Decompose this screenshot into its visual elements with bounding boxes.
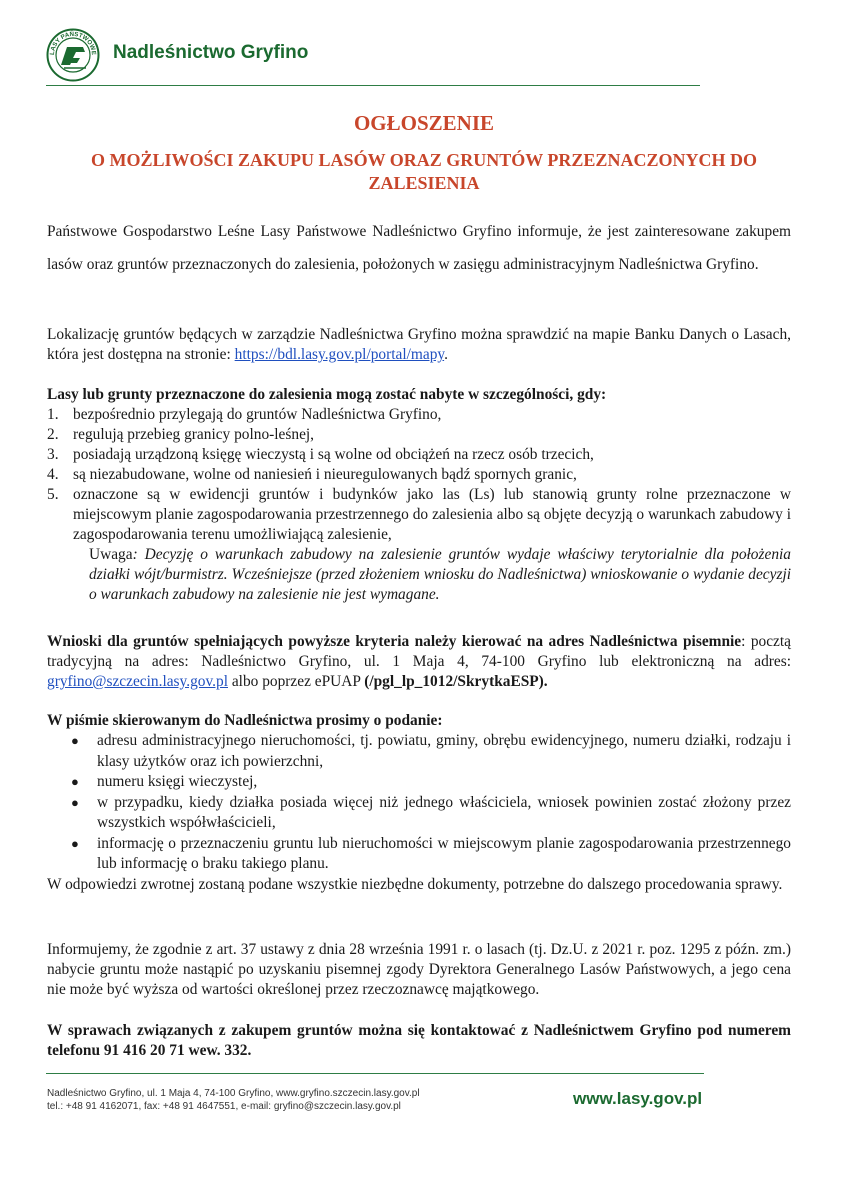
request-closing: W odpowiedzi zwrotnej zostaną podane wszystkie niezbędne dokumenty, potrzebne do dalszego procedowania sprawy. [47,875,783,893]
website-link[interactable]: www.lasy.gov.pl [573,1089,703,1108]
item-text: są niezabudowane, wolne od naniesień i nieuregulowanych bądź spornych granic, [73,466,577,483]
request-heading: W piśmie skierowanym do Nadleśnictwa prosimy o podanie: [47,712,443,729]
list-item [47,445,791,465]
item-text: adresu administracyjnego nieruchomości, tj. powiatu, gminy, obrębu ewidencyjnego, numeru działki, rodzaju i klasy użytków oraz ich powierzchni, [97,732,791,770]
item-number: 4. [47,466,59,483]
request-list [47,731,791,875]
brand-name: Nadleśnictwo Gryfino [113,42,309,63]
contact-paragraph: W sprawach związanych z zakupem gruntów można się kontaktować z Nadleśnictwem Gryfino pod numerem telefonu 91 416 20 71 wew. 332. [47,1022,791,1059]
item-text: numeru księgi wieczystej, [97,773,258,790]
location-text: Lokalizację gruntów będących w zarządzie Nadleśnictwa Gryfino można sprawdzić na mapie Banku Danych o Lasach, która jest dostępna na stronie: [47,326,791,363]
bullet-icon: ● [71,733,79,748]
footer-divider [46,1073,704,1074]
item-number: 2. [47,426,59,443]
item-text: oznaczone są w ewidencji gruntów i budynków jako las (Ls) lub stanowią grunty rolne przeznaczone w miejscowym planie zagospodarowania przestrzennego do zalesienia albo są objęte decyzją o warunkach zabudowy i zagospodarowania terenu umożliwiającą zalesienie, [73,486,791,543]
criteria-list [47,405,791,545]
applications-paragraph [47,632,791,692]
request-section [47,711,791,895]
email-link[interactable]: gryfino@szczecin.lasy.gov.pl [47,673,228,690]
item-number: 1. [47,406,59,423]
footer-address [47,1087,420,1113]
footer-line-2: tel.: +48 91 4162071, fax: +48 91 4647551, e-mail: gryfino@szczecin.lasy.gov.pl [47,1101,401,1112]
item-text: informację o przeznaczeniu gruntu lub nieruchomości w miejscowym planie zagospodarowania przestrzennego lub informację o braku takiego planu. [97,834,791,872]
location-paragraph [47,325,791,365]
lasy-panstwowe-logo [46,28,100,82]
list-item [71,731,791,772]
intro-paragraph: Państwowe Gospodarstwo Leśne Lasy Państwowe Nadleśnictwo Gryfino informuje, że jest zainteresowane zakupem lasów oraz gruntów przeznaczonych do zalesienia, położonych w zasięgu administracyjnym Nadleśnictwa Gryfino. [47,223,791,273]
location-end: . [444,346,448,363]
list-item [71,834,791,875]
criteria-heading: Lasy lub grunty przeznaczone do zalesienia mogą zostać nabyte w szczególności, gdy: [47,386,607,403]
note-text: : Decyzję o warunkach zabudowy na zalesienie gruntów wydaje właściwy terytorialnie dla położenia działki wójt/burmistrz. Wcześniejsze (przed złożeniem wniosku do Nadleśnictwa) wnioskowanie o wydanie decyzji o warunkach zabudowy na zalesienie nie jest wymagane. [89,546,791,603]
epuap-address: (/pgl_lp_1012/SkrytkaESP). [364,673,548,690]
item-text: regulują przebieg granicy polno-leśnej, [73,426,315,443]
applications-text-2: albo poprzez ePUAP [228,673,365,690]
list-item [47,405,791,425]
bullet-icon: ● [71,774,79,789]
list-item [47,425,791,445]
bullet-icon: ● [71,835,79,851]
bullet-icon: ● [71,794,79,810]
applications-bold: Wnioski dla gruntów spełniających powyższe kryteria należy kierować na adres Nadleśnictwa pisemnie [47,633,742,650]
list-item [71,793,791,834]
item-text: w przypadku, kiedy działka posiada więcej niż jednego właściciela, wniosek powinien zostać złożony przez wszystkich współwłaścicieli, [97,793,791,831]
footer-line-1: Nadleśnictwo Gryfino, ul. 1 Maja 4, 74-100 Gryfino, www.gryfino.szczecin.lasy.gov.pl [47,1088,420,1099]
criteria-note [47,545,791,605]
bdl-map-link[interactable]: https://bdl.lasy.gov.pl/portal/mapy [234,346,445,363]
logo-ring-text: LASY PAŃSTWOWE [48,30,98,56]
law-paragraph: Informujemy, że zgodnie z art. 37 ustawy z dnia 28 września 1991 r. o lasach (tj. Dz.U. z 2021 r. poz. 1295 z późn. zm.) nabycie gruntu może nastąpić po uzyskaniu pisemnej zgody Dyrektora Generalnego Lasów Państwowych, a jego cena nie może być wyższa od wartości określonej przez rzeczoznawcę majątkowego. [47,941,791,998]
item-text: posiadają urządzoną księgę wieczystą i są wolne od obciążeń na rzecz osób trzecich, [73,446,594,463]
list-item [47,485,791,545]
applications-text: : pocztą tradycyjną na adres: Nadleśnictwo Gryfino, ul. 1 Maja 4, 74-100 Gryfino lub elektroniczną na adres: [47,633,791,670]
document-title: OGŁOSZENIE [353,111,495,135]
note-label: Uwaga [89,546,133,563]
item-number: 5. [47,486,59,503]
list-item [47,465,791,485]
item-number: 3. [47,446,59,463]
list-item [71,772,791,793]
header-divider [46,85,700,86]
document-subtitle: O MOŻLIWOŚCI ZAKUPU LASÓW ORAZ GRUNTÓW PRZEZNACZONYCH DO ZALESIENIA [91,150,757,193]
criteria-section [47,385,791,605]
item-text: bezpośrednio przylegają do gruntów Nadleśnictwa Gryfino, [73,406,442,423]
